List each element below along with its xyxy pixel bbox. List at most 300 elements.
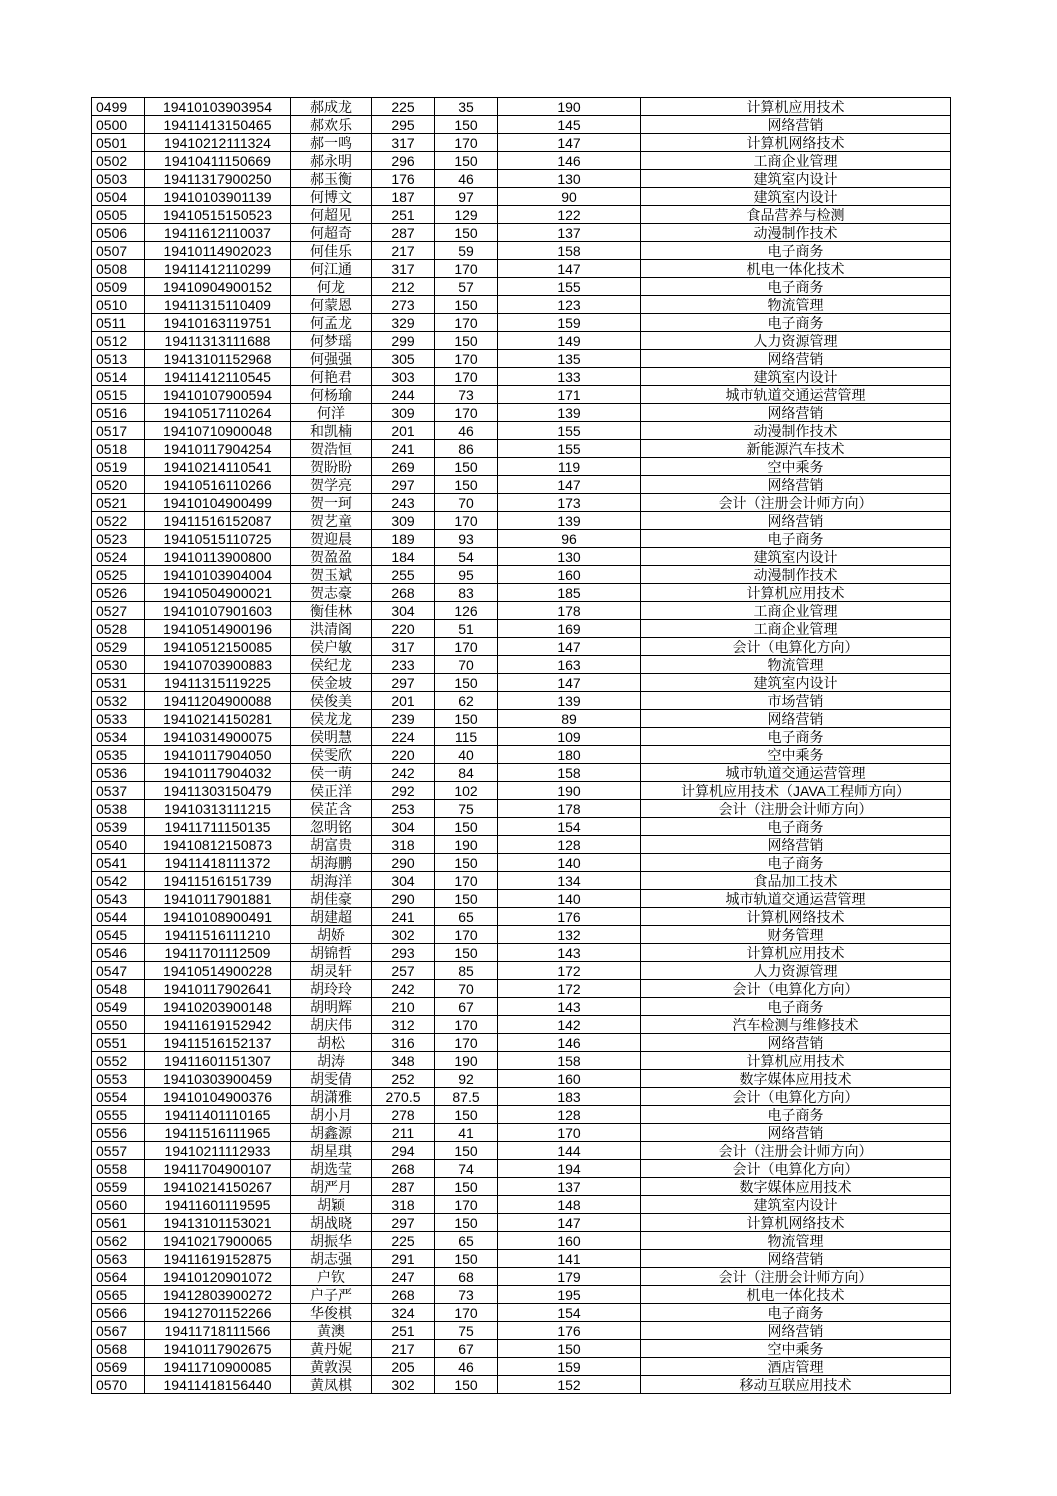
table-row [92, 188, 951, 206]
total-score-cell: 317 [372, 638, 435, 656]
score-b-cell: 176 [498, 1322, 641, 1340]
total-score-cell: 241 [372, 440, 435, 458]
seq-cell: 0513 [92, 350, 145, 368]
score-b-cell: 160 [498, 1232, 641, 1250]
major-cell: 工商企业管理 [641, 620, 951, 638]
name-cell: 何梦瑶 [291, 332, 372, 350]
major-cell: 建筑室内设计 [641, 368, 951, 386]
table-row [92, 242, 951, 260]
table-row [92, 566, 951, 584]
seq-cell: 0544 [92, 908, 145, 926]
name-cell: 何孟龙 [291, 314, 372, 332]
score-a-cell: 170 [435, 1034, 498, 1052]
name-cell: 贺盼盼 [291, 458, 372, 476]
score-b-cell: 159 [498, 314, 641, 332]
table-row [92, 116, 951, 134]
seq-cell: 0559 [92, 1178, 145, 1196]
score-b-cell: 128 [498, 836, 641, 854]
name-cell: 贺玉斌 [291, 566, 372, 584]
total-score-cell: 211 [372, 1124, 435, 1142]
seq-cell: 0567 [92, 1322, 145, 1340]
table-row [92, 800, 951, 818]
candidate-id-cell: 19410517110264 [145, 404, 291, 422]
candidate-id-cell: 19410504900021 [145, 584, 291, 602]
name-cell: 侯俊美 [291, 692, 372, 710]
total-score-cell: 242 [372, 980, 435, 998]
candidate-id-cell: 19412803900272 [145, 1286, 291, 1304]
score-b-cell: 158 [498, 1052, 641, 1070]
score-b-cell: 173 [498, 494, 641, 512]
seq-cell: 0510 [92, 296, 145, 314]
seq-cell: 0562 [92, 1232, 145, 1250]
table-row [92, 1070, 951, 1088]
score-a-cell: 57 [435, 278, 498, 296]
major-cell: 网络营销 [641, 1250, 951, 1268]
score-a-cell: 46 [435, 170, 498, 188]
seq-cell: 0504 [92, 188, 145, 206]
table-row [92, 1034, 951, 1052]
candidate-id-cell: 19410512150085 [145, 638, 291, 656]
seq-cell: 0543 [92, 890, 145, 908]
score-b-cell: 190 [498, 98, 641, 116]
total-score-cell: 305 [372, 350, 435, 368]
seq-cell: 0525 [92, 566, 145, 584]
name-cell: 胡松 [291, 1034, 372, 1052]
total-score-cell: 251 [372, 1322, 435, 1340]
candidate-id-cell: 19411317900250 [145, 170, 291, 188]
score-a-cell: 150 [435, 944, 498, 962]
major-cell: 电子商务 [641, 242, 951, 260]
major-cell: 电子商务 [641, 818, 951, 836]
score-b-cell: 132 [498, 926, 641, 944]
major-cell: 网络营销 [641, 512, 951, 530]
total-score-cell: 348 [372, 1052, 435, 1070]
score-b-cell: 155 [498, 440, 641, 458]
table-row [92, 1178, 951, 1196]
table-row [92, 548, 951, 566]
score-a-cell: 59 [435, 242, 498, 260]
name-cell: 胡小月 [291, 1106, 372, 1124]
score-a-cell: 170 [435, 926, 498, 944]
score-a-cell: 150 [435, 1250, 498, 1268]
seq-cell: 0541 [92, 854, 145, 872]
score-a-cell: 170 [435, 1016, 498, 1034]
major-cell: 会计（电算化方向） [641, 1088, 951, 1106]
major-cell: 计算机应用技术 [641, 944, 951, 962]
score-a-cell: 85 [435, 962, 498, 980]
name-cell: 何洋 [291, 404, 372, 422]
name-cell: 洪清阁 [291, 620, 372, 638]
candidate-id-cell: 19411619152942 [145, 1016, 291, 1034]
admission-score-table [91, 97, 951, 1394]
candidate-id-cell: 19411516111965 [145, 1124, 291, 1142]
candidate-id-cell: 19411612110037 [145, 224, 291, 242]
total-score-cell: 217 [372, 242, 435, 260]
score-a-cell: 92 [435, 1070, 498, 1088]
name-cell: 胡涛 [291, 1052, 372, 1070]
table-row [92, 170, 951, 188]
seq-cell: 0514 [92, 368, 145, 386]
total-score-cell: 304 [372, 872, 435, 890]
major-cell: 电子商务 [641, 278, 951, 296]
total-score-cell: 217 [372, 1340, 435, 1358]
score-a-cell: 150 [435, 152, 498, 170]
score-a-cell: 170 [435, 872, 498, 890]
major-cell: 电子商务 [641, 998, 951, 1016]
table-row [92, 530, 951, 548]
name-cell: 贺迎晨 [291, 530, 372, 548]
candidate-id-cell: 19411401110165 [145, 1106, 291, 1124]
major-cell: 新能源汽车技术 [641, 440, 951, 458]
total-score-cell: 294 [372, 1142, 435, 1160]
table-row [92, 224, 951, 242]
total-score-cell: 224 [372, 728, 435, 746]
major-cell: 数字媒体应用技术 [641, 1070, 951, 1088]
score-a-cell: 46 [435, 1358, 498, 1376]
total-score-cell: 292 [372, 782, 435, 800]
table-row [92, 818, 951, 836]
total-score-cell: 244 [372, 386, 435, 404]
name-cell: 贺浩恒 [291, 440, 372, 458]
major-cell: 电子商务 [641, 1106, 951, 1124]
score-b-cell: 154 [498, 1304, 641, 1322]
major-cell: 人力资源管理 [641, 332, 951, 350]
name-cell: 侯金坡 [291, 674, 372, 692]
table-row [92, 908, 951, 926]
total-score-cell: 243 [372, 494, 435, 512]
seq-cell: 0547 [92, 962, 145, 980]
name-cell: 胡雯倩 [291, 1070, 372, 1088]
score-b-cell: 89 [498, 710, 641, 728]
seq-cell: 0550 [92, 1016, 145, 1034]
candidate-id-cell: 19412701152266 [145, 1304, 291, 1322]
score-b-cell: 123 [498, 296, 641, 314]
major-cell: 计算机应用技术 [641, 1052, 951, 1070]
score-a-cell: 95 [435, 566, 498, 584]
table-row [92, 836, 951, 854]
total-score-cell: 251 [372, 206, 435, 224]
seq-cell: 0506 [92, 224, 145, 242]
total-score-cell: 210 [372, 998, 435, 1016]
candidate-id-cell: 19410703900883 [145, 656, 291, 674]
candidate-id-cell: 19410117904254 [145, 440, 291, 458]
name-cell: 郝永明 [291, 152, 372, 170]
name-cell: 侯明慧 [291, 728, 372, 746]
total-score-cell: 269 [372, 458, 435, 476]
score-a-cell: 70 [435, 980, 498, 998]
name-cell: 郝成龙 [291, 98, 372, 116]
table-row [92, 476, 951, 494]
score-b-cell: 158 [498, 764, 641, 782]
seq-cell: 0520 [92, 476, 145, 494]
name-cell: 胡佳豪 [291, 890, 372, 908]
candidate-id-cell: 19410214150267 [145, 1178, 291, 1196]
table-row [92, 1358, 951, 1376]
candidate-id-cell: 19411601151307 [145, 1052, 291, 1070]
table-body [92, 98, 951, 1394]
major-cell: 城市轨道交通运营管理 [641, 764, 951, 782]
seq-cell: 0523 [92, 530, 145, 548]
seq-cell: 0549 [92, 998, 145, 1016]
candidate-id-cell: 19411303150479 [145, 782, 291, 800]
candidate-id-cell: 19410104900376 [145, 1088, 291, 1106]
seq-cell: 0552 [92, 1052, 145, 1070]
major-cell: 工商企业管理 [641, 602, 951, 620]
score-a-cell: 150 [435, 458, 498, 476]
name-cell: 郝玉衡 [291, 170, 372, 188]
table-row [92, 872, 951, 890]
score-b-cell: 179 [498, 1268, 641, 1286]
major-cell: 酒店管理 [641, 1358, 951, 1376]
total-score-cell: 239 [372, 710, 435, 728]
major-cell: 机电一体化技术 [641, 260, 951, 278]
seq-cell: 0519 [92, 458, 145, 476]
major-cell: 会计（电算化方向） [641, 1160, 951, 1178]
candidate-id-cell: 19410515150523 [145, 206, 291, 224]
score-a-cell: 150 [435, 710, 498, 728]
score-b-cell: 185 [498, 584, 641, 602]
score-b-cell: 135 [498, 350, 641, 368]
seq-cell: 0511 [92, 314, 145, 332]
major-cell: 食品加工技术 [641, 872, 951, 890]
score-b-cell: 176 [498, 908, 641, 926]
table-row [92, 1340, 951, 1358]
seq-cell: 0529 [92, 638, 145, 656]
score-a-cell: 170 [435, 404, 498, 422]
score-b-cell: 134 [498, 872, 641, 890]
table-row [92, 746, 951, 764]
table-row [92, 350, 951, 368]
score-b-cell: 155 [498, 422, 641, 440]
score-b-cell: 119 [498, 458, 641, 476]
major-cell: 食品营养与检测 [641, 206, 951, 224]
seq-cell: 0517 [92, 422, 145, 440]
seq-cell: 0536 [92, 764, 145, 782]
table-row [92, 134, 951, 152]
table-row [92, 944, 951, 962]
name-cell: 侯纪龙 [291, 656, 372, 674]
table-row [92, 152, 951, 170]
total-score-cell: 299 [372, 332, 435, 350]
table-row [92, 206, 951, 224]
score-a-cell: 190 [435, 1052, 498, 1070]
candidate-id-cell: 19411315110409 [145, 296, 291, 314]
table-row [92, 1268, 951, 1286]
major-cell: 汽车检测与维修技术 [641, 1016, 951, 1034]
name-cell: 侯龙龙 [291, 710, 372, 728]
major-cell: 网络营销 [641, 1034, 951, 1052]
name-cell: 何蒙恩 [291, 296, 372, 314]
total-score-cell: 201 [372, 692, 435, 710]
name-cell: 何佳乐 [291, 242, 372, 260]
seq-cell: 0561 [92, 1214, 145, 1232]
table-row [92, 980, 951, 998]
score-a-cell: 115 [435, 728, 498, 746]
total-score-cell: 268 [372, 584, 435, 602]
score-b-cell: 143 [498, 998, 641, 1016]
table-row [92, 602, 951, 620]
table-row [92, 710, 951, 728]
score-b-cell: 147 [498, 260, 641, 278]
name-cell: 胡严月 [291, 1178, 372, 1196]
major-cell: 建筑室内设计 [641, 1196, 951, 1214]
table-row [92, 728, 951, 746]
major-cell: 建筑室内设计 [641, 188, 951, 206]
candidate-id-cell: 19411315119225 [145, 674, 291, 692]
score-a-cell: 62 [435, 692, 498, 710]
candidate-id-cell: 19411601119595 [145, 1196, 291, 1214]
seq-cell: 0564 [92, 1268, 145, 1286]
total-score-cell: 176 [372, 170, 435, 188]
total-score-cell: 268 [372, 1160, 435, 1178]
score-b-cell: 147 [498, 674, 641, 692]
score-a-cell: 68 [435, 1268, 498, 1286]
score-a-cell: 54 [435, 548, 498, 566]
score-b-cell: 147 [498, 476, 641, 494]
table-row [92, 584, 951, 602]
score-a-cell: 129 [435, 206, 498, 224]
candidate-id-cell: 19411704900107 [145, 1160, 291, 1178]
table-row [92, 674, 951, 692]
table-row [92, 260, 951, 278]
major-cell: 建筑室内设计 [641, 674, 951, 692]
name-cell: 何博文 [291, 188, 372, 206]
name-cell: 贺学亮 [291, 476, 372, 494]
name-cell: 胡娇 [291, 926, 372, 944]
total-score-cell: 309 [372, 512, 435, 530]
major-cell: 会计（注册会计师方向） [641, 1142, 951, 1160]
score-b-cell: 140 [498, 854, 641, 872]
name-cell: 胡海洋 [291, 872, 372, 890]
name-cell: 胡明辉 [291, 998, 372, 1016]
score-b-cell: 147 [498, 1214, 641, 1232]
score-a-cell: 150 [435, 1376, 498, 1394]
major-cell: 建筑室内设计 [641, 548, 951, 566]
seq-cell: 0512 [92, 332, 145, 350]
seq-cell: 0527 [92, 602, 145, 620]
table-row [92, 314, 951, 332]
name-cell: 贺一珂 [291, 494, 372, 512]
score-b-cell: 147 [498, 638, 641, 656]
major-cell: 会计（注册会计师方向） [641, 494, 951, 512]
major-cell: 动漫制作技术 [641, 224, 951, 242]
major-cell: 空中乘务 [641, 458, 951, 476]
score-b-cell: 137 [498, 1178, 641, 1196]
score-a-cell: 150 [435, 476, 498, 494]
major-cell: 计算机网络技术 [641, 134, 951, 152]
score-b-cell: 150 [498, 1340, 641, 1358]
score-b-cell: 171 [498, 386, 641, 404]
name-cell: 胡志强 [291, 1250, 372, 1268]
total-score-cell: 252 [372, 1070, 435, 1088]
score-a-cell: 93 [435, 530, 498, 548]
table-row [92, 278, 951, 296]
score-a-cell: 74 [435, 1160, 498, 1178]
score-a-cell: 40 [435, 746, 498, 764]
seq-cell: 0534 [92, 728, 145, 746]
seq-cell: 0568 [92, 1340, 145, 1358]
name-cell: 侯一萌 [291, 764, 372, 782]
table-row [92, 296, 951, 314]
score-b-cell: 128 [498, 1106, 641, 1124]
seq-cell: 0528 [92, 620, 145, 638]
seq-cell: 0569 [92, 1358, 145, 1376]
seq-cell: 0508 [92, 260, 145, 278]
seq-cell: 0526 [92, 584, 145, 602]
seq-cell: 0540 [92, 836, 145, 854]
seq-cell: 0502 [92, 152, 145, 170]
table-row [92, 1196, 951, 1214]
major-cell: 计算机应用技术（JAVA工程师方向） [641, 782, 951, 800]
seq-cell: 0545 [92, 926, 145, 944]
score-b-cell: 172 [498, 962, 641, 980]
total-score-cell: 318 [372, 1196, 435, 1214]
score-b-cell: 178 [498, 602, 641, 620]
candidate-id-cell: 19411313111688 [145, 332, 291, 350]
seq-cell: 0501 [92, 134, 145, 152]
seq-cell: 0551 [92, 1034, 145, 1052]
score-a-cell: 150 [435, 854, 498, 872]
candidate-id-cell: 19411413150465 [145, 116, 291, 134]
major-cell: 网络营销 [641, 404, 951, 422]
table-row [92, 782, 951, 800]
candidate-id-cell: 19410710900048 [145, 422, 291, 440]
score-b-cell: 180 [498, 746, 641, 764]
candidate-id-cell: 19411418156440 [145, 1376, 291, 1394]
table-row [92, 998, 951, 1016]
candidate-id-cell: 19411418111372 [145, 854, 291, 872]
score-b-cell: 152 [498, 1376, 641, 1394]
name-cell: 胡选莹 [291, 1160, 372, 1178]
seq-cell: 0563 [92, 1250, 145, 1268]
score-a-cell: 150 [435, 332, 498, 350]
major-cell: 空中乘务 [641, 746, 951, 764]
score-b-cell: 139 [498, 404, 641, 422]
score-a-cell: 150 [435, 224, 498, 242]
total-score-cell: 268 [372, 1286, 435, 1304]
total-score-cell: 303 [372, 368, 435, 386]
total-score-cell: 304 [372, 602, 435, 620]
score-b-cell: 130 [498, 548, 641, 566]
candidate-id-cell: 19410113900800 [145, 548, 291, 566]
table-row [92, 1088, 951, 1106]
seq-cell: 0516 [92, 404, 145, 422]
total-score-cell: 287 [372, 224, 435, 242]
candidate-id-cell: 19410117904050 [145, 746, 291, 764]
name-cell: 胡颖 [291, 1196, 372, 1214]
major-cell: 会计（注册会计师方向） [641, 1268, 951, 1286]
name-cell: 郝一鸣 [291, 134, 372, 152]
name-cell: 华俊棋 [291, 1304, 372, 1322]
name-cell: 胡振华 [291, 1232, 372, 1250]
name-cell: 胡潇雅 [291, 1088, 372, 1106]
total-score-cell: 257 [372, 962, 435, 980]
major-cell: 会计（电算化方向） [641, 638, 951, 656]
seq-cell: 0500 [92, 116, 145, 134]
total-score-cell: 317 [372, 260, 435, 278]
score-a-cell: 35 [435, 98, 498, 116]
score-a-cell: 150 [435, 116, 498, 134]
seq-cell: 0539 [92, 818, 145, 836]
major-cell: 会计（电算化方向） [641, 980, 951, 998]
total-score-cell: 278 [372, 1106, 435, 1124]
candidate-id-cell: 19410120901072 [145, 1268, 291, 1286]
major-cell: 数字媒体应用技术 [641, 1178, 951, 1196]
table-row [92, 512, 951, 530]
total-score-cell: 233 [372, 656, 435, 674]
score-a-cell: 65 [435, 908, 498, 926]
score-a-cell: 67 [435, 998, 498, 1016]
